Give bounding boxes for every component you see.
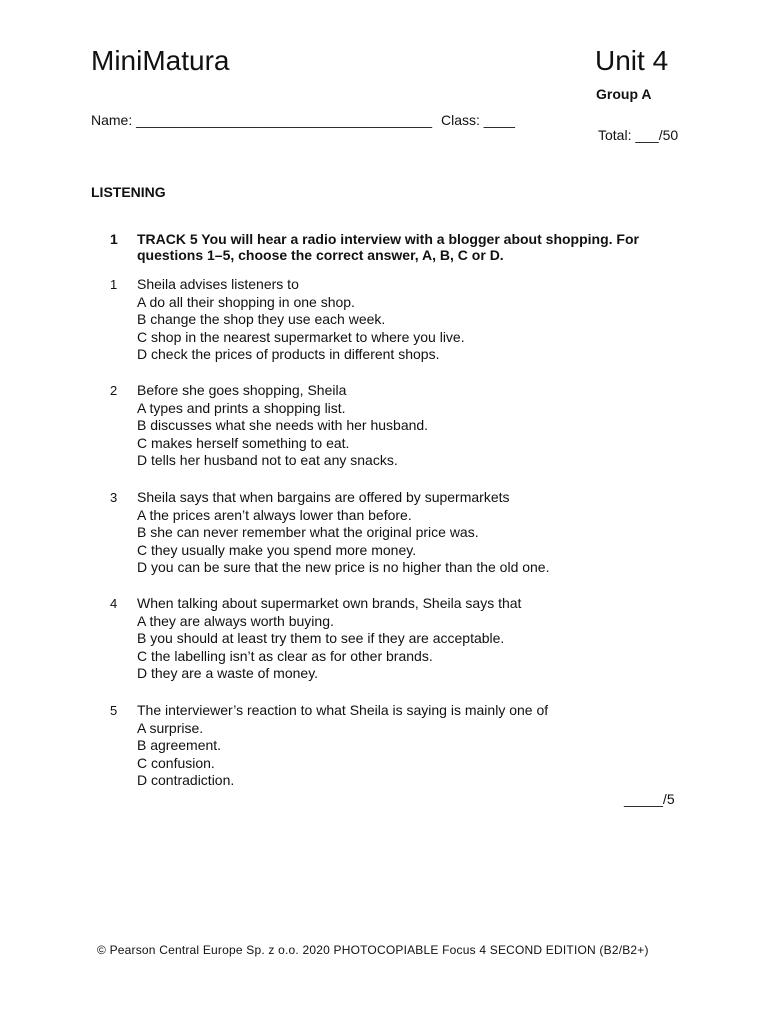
- question-stem: Before she goes shopping, Sheila: [137, 382, 347, 398]
- answer-option[interactable]: B you should at least try them to see if they are acceptable.: [137, 630, 505, 647]
- answer-option[interactable]: C the labelling isn’t as clear as for other brands.: [137, 647, 433, 664]
- question-stem: Sheila advises listeners to: [137, 276, 299, 292]
- unit-label: Unit 4: [595, 45, 669, 76]
- task-instruction-line2: questions 1–5, choose the correct answer, A, B, C or D.: [137, 247, 504, 263]
- task-number: 1: [110, 231, 118, 247]
- answer-option[interactable]: A types and prints a shopping list.: [137, 399, 346, 416]
- question-stem: When talking about supermarket own brands, Sheila says that: [137, 595, 522, 611]
- task-instruction-line1: TRACK 5 You will hear a radio interview with a blogger about shopping. For: [137, 231, 639, 247]
- question-number: 3: [110, 490, 118, 505]
- page-title: MiniMatura: [91, 45, 230, 76]
- answer-option[interactable]: D you can be sure that the new price is no higher than the old one.: [137, 559, 550, 576]
- answer-option[interactable]: C they usually make you spend more money.: [137, 541, 417, 558]
- question-stem: Sheila says that when bargains are offered by supermarkets: [137, 489, 510, 505]
- answer-option[interactable]: C shop in the nearest supermarket to where you live.: [137, 328, 465, 345]
- answer-option[interactable]: B agreement.: [137, 737, 222, 754]
- name-field[interactable]: Name: ______________________________________: [91, 112, 432, 128]
- total-score: Total: ___/50: [598, 127, 679, 143]
- question-number: 4: [110, 596, 118, 611]
- answer-option[interactable]: B change the shop they use each week.: [137, 311, 386, 328]
- answer-option[interactable]: C makes herself something to eat.: [137, 434, 350, 451]
- answer-option[interactable]: D tells her husband not to eat any snacks.: [137, 452, 398, 469]
- answer-option[interactable]: A the prices aren’t always lower than before.: [137, 506, 412, 523]
- question-stem: The interviewer’s reaction to what Sheila is saying is mainly one of: [137, 702, 549, 718]
- question-number: 1: [110, 277, 118, 292]
- question-number: 5: [110, 703, 118, 718]
- answer-option[interactable]: A do all their shopping in one shop.: [137, 293, 355, 310]
- section-heading: LISTENING: [91, 184, 166, 200]
- copyright-footer: © Pearson Central Europe Sp. z o.o. 2020 PHOTOCOPIABLE Focus 4 SECOND EDITION (B2/B2+): [97, 943, 649, 957]
- answer-option[interactable]: D check the prices of products in different shops.: [137, 346, 440, 363]
- section-score: _____/5: [624, 791, 675, 807]
- answer-option[interactable]: B discusses what she needs with her husband.: [137, 417, 429, 434]
- answer-option[interactable]: C confusion.: [137, 754, 215, 771]
- answer-option[interactable]: A they are always worth buying.: [137, 612, 334, 629]
- question-number: 2: [110, 383, 118, 398]
- answer-option[interactable]: A surprise.: [137, 719, 204, 736]
- answer-option[interactable]: D they are a waste of money.: [137, 665, 319, 682]
- answer-option[interactable]: D contradiction.: [137, 772, 235, 789]
- group-label: Group A: [596, 86, 652, 102]
- class-field[interactable]: Class: ____: [441, 112, 515, 128]
- answer-option[interactable]: B she can never remember what the original price was.: [137, 524, 479, 541]
